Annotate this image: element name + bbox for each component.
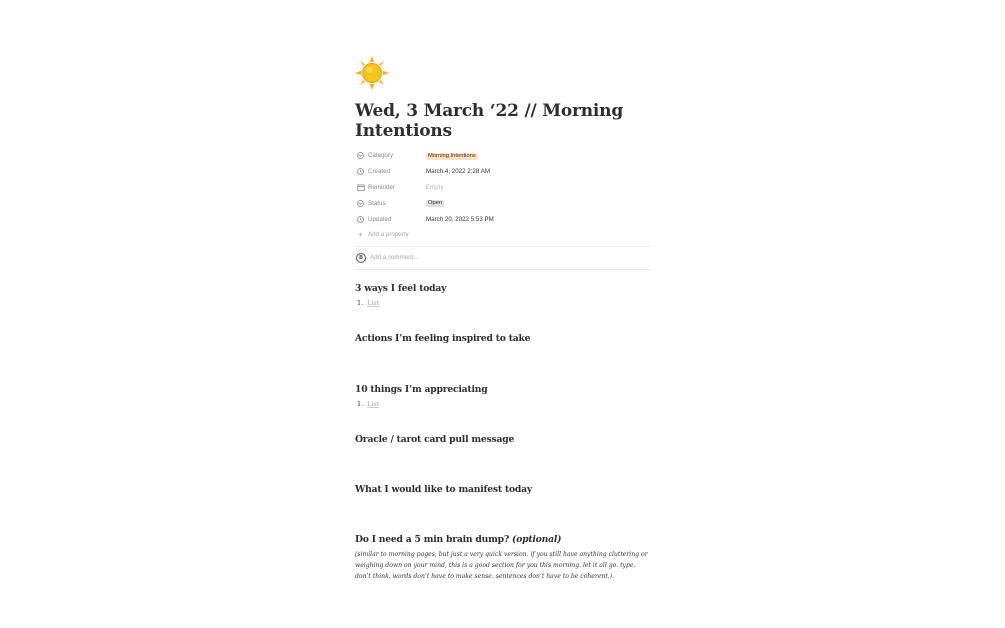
property-updated[interactable]: [355, 211, 651, 227]
property-value: March 4, 2022 2:28 AM: [426, 168, 490, 176]
property-key: [355, 199, 426, 208]
status-tag[interactable]: Open: [428, 200, 443, 207]
comment-row[interactable]: [355, 247, 651, 269]
property-name: Created: [368, 168, 391, 176]
property-key: [355, 215, 426, 224]
property-status[interactable]: [355, 195, 651, 211]
property-key: [355, 183, 426, 192]
category-tag[interactable]: Morning Intentions: [428, 152, 476, 159]
heading-optional: (optional): [512, 534, 562, 545]
property-name: Category: [368, 152, 394, 160]
property-created[interactable]: [355, 164, 651, 180]
heading-text: Do I need a 5 min brain dump?: [355, 534, 510, 545]
list-placeholder[interactable]: List: [367, 400, 380, 408]
page-title[interactable]: Wed, 3 March ‘22 // Morning Intentions: [355, 101, 624, 141]
brain-dump-note[interactable]: (similar to morning pages, but just a very quick version. if you still have anything cluttering or weighing down on your mind, this is a good section for you this morning. let it all go. type. don’t think. words don’t have to make sense. sentences don’t have to be coherent.).: [355, 551, 648, 580]
add-property-label: Add a property: [368, 231, 409, 239]
properties-panel: [355, 148, 651, 270]
property-value[interactable]: Empty: [426, 183, 444, 191]
clock-icon: [356, 215, 365, 224]
calendar-icon: [356, 183, 365, 192]
heading-feel[interactable]: 3 ways I feel today: [355, 283, 447, 294]
select-icon: [356, 151, 365, 160]
clock-icon: [356, 167, 365, 176]
plus-icon: +: [358, 230, 363, 240]
heading-manifest[interactable]: What I would like to manifest today: [355, 484, 533, 495]
heading-actions[interactable]: Actions I’m feeling inspired to take: [355, 333, 531, 344]
heading-brain-dump[interactable]: [355, 534, 561, 545]
comment-input[interactable]: Add a comment...: [370, 254, 419, 262]
list-item[interactable]: [357, 299, 379, 307]
list-number: 1.: [357, 299, 364, 307]
heading-appreciating[interactable]: 10 things I’m appreciating: [355, 384, 488, 395]
list-item[interactable]: [357, 400, 379, 408]
divider: [355, 269, 651, 270]
property-category[interactable]: [355, 148, 651, 164]
property-reminder[interactable]: [355, 180, 651, 196]
property-name: Reminder: [368, 183, 395, 191]
sun-icon[interactable]: [355, 56, 389, 90]
add-property-button[interactable]: [355, 227, 651, 243]
property-value: [426, 199, 444, 207]
list-number: 1.: [357, 400, 364, 408]
property-name: Status: [368, 199, 386, 207]
property-value: [426, 152, 478, 160]
property-key: [355, 151, 426, 160]
select-icon: [356, 199, 365, 208]
property-key: [355, 167, 426, 176]
heading-oracle[interactable]: Oracle / tarot card pull message: [355, 434, 515, 445]
property-value: March 20, 2022 5:53 PM: [426, 215, 494, 223]
property-name: Updated: [368, 215, 392, 223]
avatar: B: [356, 253, 366, 263]
list-placeholder[interactable]: List: [367, 299, 380, 307]
